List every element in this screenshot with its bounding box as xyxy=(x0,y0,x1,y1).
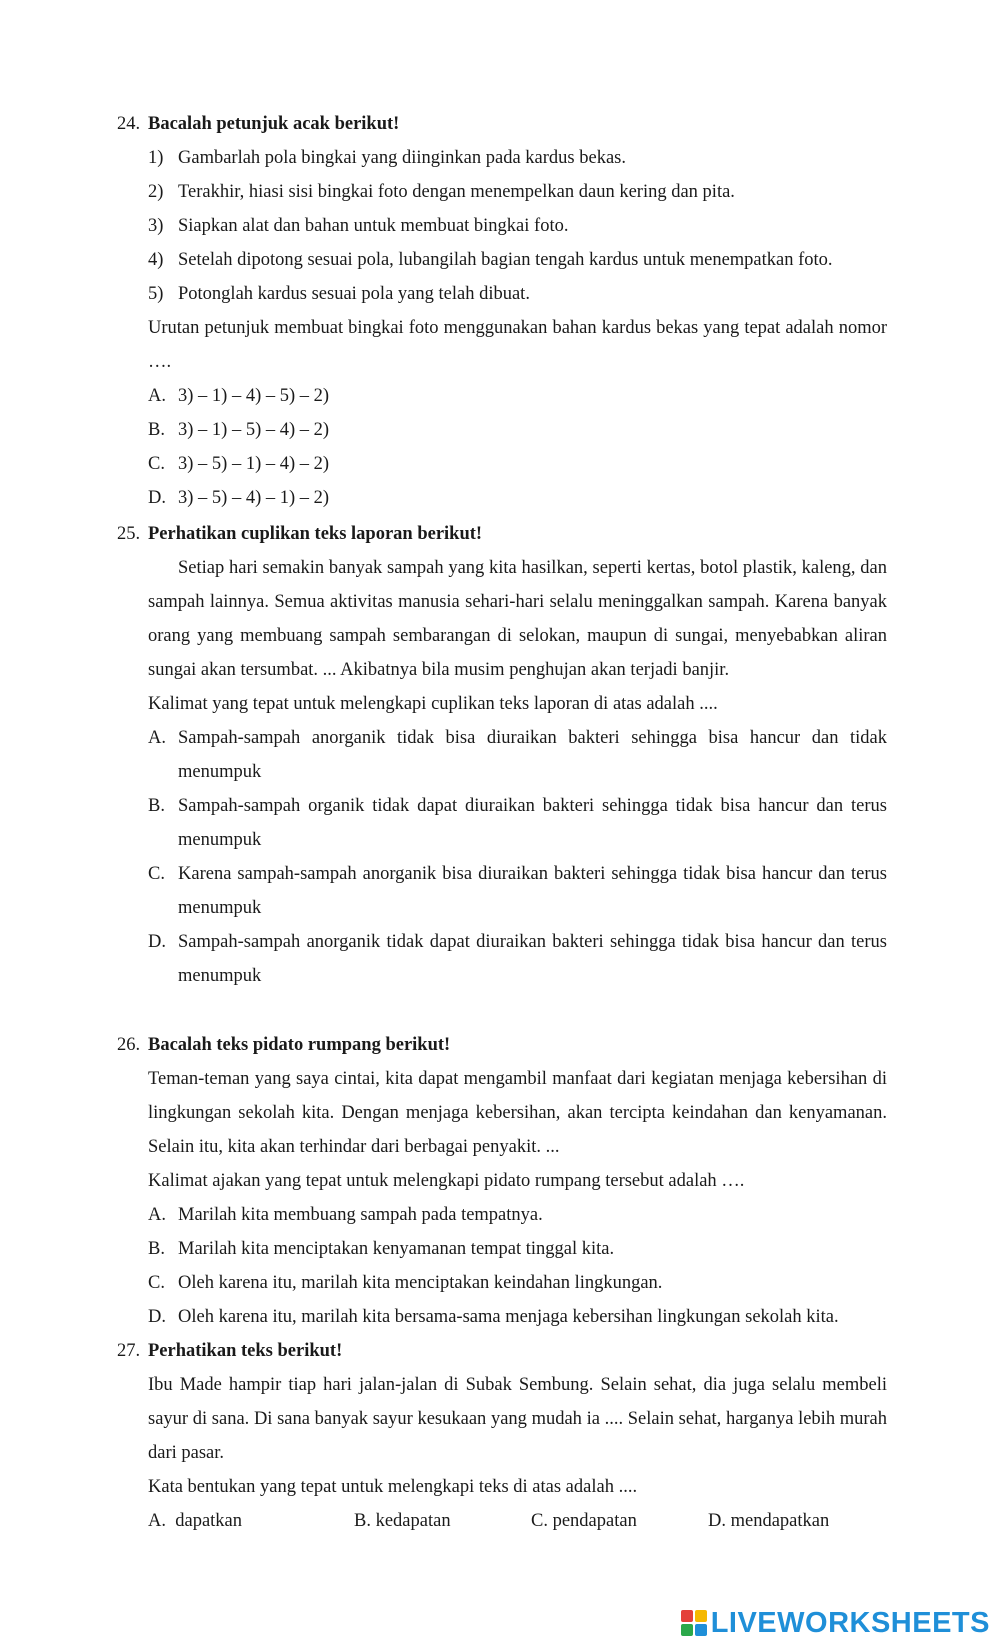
question-header xyxy=(117,1334,887,1368)
step-text: Potonglah kardus sesuai pola yang telah dibuat. xyxy=(178,284,530,304)
question-header xyxy=(117,107,887,141)
option-label: D. xyxy=(148,932,166,952)
option-label: C. xyxy=(148,1273,165,1293)
option-text: mendapatkan xyxy=(730,1511,830,1531)
option-text: Sampah-sampah organik tidak dapat diuraikan bakteri sehingga tidak bisa hancur dan terus menumpuk xyxy=(178,796,887,850)
option-label: C. xyxy=(531,1511,548,1531)
option-label: B. xyxy=(354,1511,371,1531)
passage-text: Ibu Made hampir tiap hari jalan-jalan di Subak Sembung. Selain sehat, dia juga selalu membeli sayur di sana. Di sana banyak sayur kesukaan yang mudah ia .... Selain sehat, harganya lebih murah dari pasar. xyxy=(148,1375,887,1463)
option-text: Sampah-sampah anorganik tidak bisa diuraikan bakteri sehingga bisa hancur dan tidak menumpuk xyxy=(178,728,887,782)
answer-option[interactable] xyxy=(148,1504,242,1538)
step-text: Siapkan alat dan bahan untuk membuat bingkai foto. xyxy=(178,216,569,236)
answer-option[interactable] xyxy=(148,925,887,993)
question-24 xyxy=(117,107,887,515)
step-label: 3) xyxy=(148,216,164,236)
answer-option[interactable] xyxy=(148,1266,887,1300)
step-label: 4) xyxy=(148,250,164,270)
option-label: A. xyxy=(148,1205,166,1225)
option-label: D. xyxy=(148,1307,166,1327)
option-label: A. xyxy=(148,1511,166,1531)
option-label: B. xyxy=(148,420,165,440)
answer-option[interactable] xyxy=(148,1198,887,1232)
answer-option[interactable] xyxy=(354,1504,451,1538)
logo-text: LIVEWORKSHEETS xyxy=(710,1606,990,1639)
question-prompt: Kalimat ajakan yang tepat untuk melengkapi pidato rumpang tersebut adalah …. xyxy=(148,1171,745,1191)
answer-option[interactable] xyxy=(148,379,887,413)
answer-option[interactable] xyxy=(148,447,887,481)
question-25 xyxy=(117,517,887,993)
question-title: Bacalah teks pidato rumpang berikut! xyxy=(148,1035,451,1055)
option-text: 3) – 5) – 4) – 1) – 2) xyxy=(178,488,330,508)
logo-square-yellow xyxy=(695,1610,707,1622)
question-26 xyxy=(117,1028,887,1334)
option-text: Oleh karena itu, marilah kita menciptakan keindahan lingkungan. xyxy=(178,1273,663,1293)
option-text: Karena sampah-sampah anorganik bisa diuraikan bakteri sehingga tidak bisa hancur dan terus menumpuk xyxy=(178,864,887,918)
option-text: Marilah kita menciptakan kenyamanan tempat tinggal kita. xyxy=(178,1239,615,1259)
step-item xyxy=(148,243,887,277)
option-text: 3) – 5) – 1) – 4) – 2) xyxy=(178,454,330,474)
passage-text: Teman-teman yang saya cintai, kita dapat mengambil manfaat dari kegiatan menjaga kebersihan di lingkungan sekolah kita. Dengan menjaga kebersihan, akan tercipta keindahan dan kenyamanan. Selain itu, kita akan terhindar dari berbagai penyakit. ... xyxy=(148,1069,887,1157)
step-label: 2) xyxy=(148,182,164,202)
step-label: 5) xyxy=(148,284,164,304)
answer-option[interactable] xyxy=(148,789,887,857)
inline-options xyxy=(148,1504,887,1538)
option-text: 3) – 1) – 5) – 4) – 2) xyxy=(178,420,330,440)
logo-mark-icon xyxy=(681,1610,707,1636)
option-label: C. xyxy=(148,864,165,884)
step-text: Terakhir, hiasi sisi bingkai foto dengan menempelkan daun kering dan pita. xyxy=(178,182,735,202)
question-prompt: Kalimat yang tepat untuk melengkapi cuplikan teks laporan di atas adalah .... xyxy=(148,694,718,714)
logo-square-blue xyxy=(695,1624,707,1636)
option-label: D. xyxy=(148,488,166,508)
question-title: Bacalah petunjuk acak berikut! xyxy=(148,114,400,134)
question-number: 25. xyxy=(117,524,141,544)
option-label: B. xyxy=(148,796,165,816)
answer-option[interactable] xyxy=(148,481,887,515)
option-label: A. xyxy=(148,386,166,406)
answer-option[interactable] xyxy=(148,857,887,925)
step-item xyxy=(148,141,887,175)
question-title: Perhatikan cuplikan teks laporan berikut! xyxy=(148,524,483,544)
option-label: B. xyxy=(148,1239,165,1259)
question-number: 24. xyxy=(117,114,141,134)
step-text: Gambarlah pola bingkai yang diinginkan pada kardus bekas. xyxy=(178,148,626,168)
answer-option[interactable] xyxy=(148,413,887,447)
step-item xyxy=(148,277,887,311)
option-text: Sampah-sampah anorganik tidak dapat diuraikan bakteri sehingga tidak bisa hancur dan terus menumpuk xyxy=(178,932,887,986)
option-text: kedapatan xyxy=(375,1511,451,1531)
option-text: Marilah kita membuang sampah pada tempatnya. xyxy=(178,1205,543,1225)
logo-square-green xyxy=(681,1624,693,1636)
answer-option[interactable] xyxy=(148,1300,887,1334)
answer-option[interactable] xyxy=(531,1504,637,1538)
step-label: 1) xyxy=(148,148,164,168)
step-text: Setelah dipotong sesuai pola, lubangilah bagian tengah kardus untuk menempatkan foto. xyxy=(178,250,833,270)
question-prompt: Kata bentukan yang tepat untuk melengkapi teks di atas adalah .... xyxy=(148,1477,638,1497)
answer-option[interactable] xyxy=(708,1504,829,1538)
question-number: 27. xyxy=(117,1341,141,1361)
question-number: 26. xyxy=(117,1035,141,1055)
answer-option[interactable] xyxy=(148,1232,887,1266)
option-text: pendapatan xyxy=(552,1511,637,1531)
question-title: Perhatikan teks berikut! xyxy=(148,1341,343,1361)
question-header xyxy=(117,1028,887,1062)
question-27 xyxy=(117,1334,887,1538)
question-prompt: Urutan petunjuk membuat bingkai foto menggunakan bahan kardus bekas yang tepat adalah nomor …. xyxy=(148,318,887,372)
liveworksheets-logo xyxy=(681,1605,990,1641)
option-text: 3) – 1) – 4) – 5) – 2) xyxy=(178,386,330,406)
option-label: C. xyxy=(148,454,165,474)
option-text: dapatkan xyxy=(175,1511,243,1531)
question-header xyxy=(117,517,887,551)
step-item xyxy=(148,175,887,209)
passage-text: Setiap hari semakin banyak sampah yang kita hasilkan, seperti kertas, botol plastik, kaleng, dan sampah lainnya. Semua aktivitas manusia sehari-hari selalu meninggalkan sampah. Karena banyak orang yang membuang sampah sembarangan di selokan, maupun di sungai, menyebabkan aliran sungai akan tersumbat. ... Akibatnya bila musim penghujan akan terjadi banjir. xyxy=(148,558,887,680)
logo-square-red xyxy=(681,1610,693,1622)
option-text: Oleh karena itu, marilah kita bersama-sama menjaga kebersihan lingkungan sekolah kita. xyxy=(178,1307,839,1327)
option-label: A. xyxy=(148,728,166,748)
step-item xyxy=(148,209,887,243)
answer-option[interactable] xyxy=(148,721,887,789)
option-label: D. xyxy=(708,1511,726,1531)
